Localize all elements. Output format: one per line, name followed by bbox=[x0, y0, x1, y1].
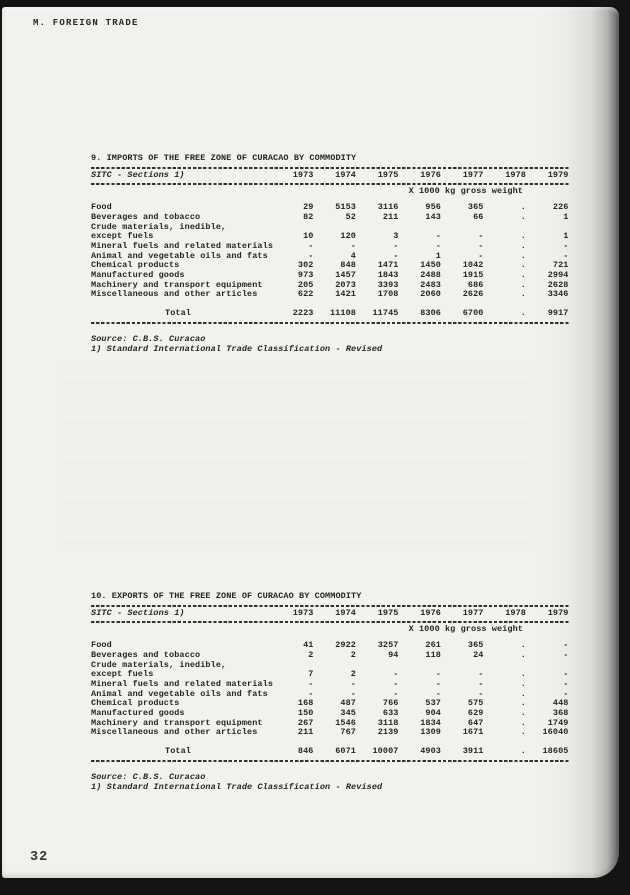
cell-value: 2994 bbox=[547, 270, 569, 281]
cell-value: 302 bbox=[297, 260, 314, 271]
cell-value: 1 bbox=[435, 250, 441, 261]
row-label: except fuels bbox=[91, 669, 154, 680]
cell-value: 3393 bbox=[377, 279, 399, 290]
cell-value: 24 bbox=[473, 649, 484, 660]
cell-value: 1708 bbox=[377, 289, 399, 300]
dashed-rule bbox=[91, 167, 569, 169]
cell-value: - bbox=[563, 640, 569, 651]
cell-value: 633 bbox=[382, 708, 399, 719]
cell-value: 973 bbox=[297, 270, 314, 281]
year-column-header: 1973 bbox=[292, 169, 314, 180]
row-label: Manufactured goods bbox=[91, 708, 185, 719]
cell-value: - bbox=[393, 669, 399, 680]
total-value: 10007 bbox=[372, 746, 399, 757]
cell-value: 1042 bbox=[462, 260, 484, 271]
cell-value: 345 bbox=[340, 708, 356, 719]
cell-value: 1546 bbox=[335, 717, 356, 728]
table-row bbox=[91, 728, 569, 738]
cell-value: . bbox=[520, 279, 526, 290]
cell-value: 766 bbox=[382, 698, 399, 709]
cell-value: 2 bbox=[350, 649, 356, 660]
unit-label: X 1000 kg gross weight bbox=[408, 624, 523, 635]
cell-value: - bbox=[435, 688, 441, 699]
table-body bbox=[91, 203, 569, 300]
year-column-header: 1978 bbox=[505, 169, 526, 180]
cell-value: 66 bbox=[473, 211, 484, 222]
total-value: 6071 bbox=[335, 746, 356, 757]
cell-value bbox=[441, 223, 484, 233]
cell-value: 4 bbox=[350, 250, 356, 261]
cell-value: 2073 bbox=[335, 279, 356, 290]
cell-value: 2626 bbox=[462, 289, 484, 300]
footnote: 1) Standard International Trade Classification - Revised bbox=[91, 343, 383, 354]
cell-value: 904 bbox=[425, 708, 441, 719]
cell-value bbox=[356, 661, 399, 671]
cell-value bbox=[399, 661, 442, 671]
year-column-header: 1976 bbox=[420, 169, 441, 180]
cell-value: 448 bbox=[552, 698, 569, 709]
cell-value bbox=[441, 661, 484, 671]
cell-value: - bbox=[478, 240, 484, 251]
total-value: 11108 bbox=[329, 308, 356, 319]
cell-value bbox=[484, 661, 527, 671]
cell-value: 1 bbox=[563, 231, 569, 242]
footnote: 1) Standard International Trade Classification - Revised bbox=[91, 781, 383, 792]
row-label: Food bbox=[91, 640, 112, 651]
row-label: Chemical products bbox=[91, 698, 180, 709]
total-row bbox=[91, 309, 569, 319]
cell-value: . bbox=[520, 270, 526, 281]
cell-value: - bbox=[563, 688, 569, 699]
cell-value: 629 bbox=[467, 708, 484, 719]
table-row bbox=[91, 661, 569, 671]
cell-value: 143 bbox=[425, 211, 441, 222]
cell-value: 2488 bbox=[420, 270, 441, 281]
year-column-header: 1977 bbox=[462, 169, 484, 180]
total-value: 9917 bbox=[547, 308, 569, 319]
cell-value: 487 bbox=[340, 698, 356, 709]
cell-value: - bbox=[350, 240, 356, 251]
cell-value: - bbox=[308, 688, 314, 699]
cell-value: 2628 bbox=[547, 279, 569, 290]
cell-value: - bbox=[478, 688, 484, 699]
cell-value: 3118 bbox=[377, 717, 399, 728]
row-label: Crude materials, inedible, bbox=[91, 659, 227, 670]
cell-value: . bbox=[520, 231, 526, 242]
cell-value: - bbox=[563, 250, 569, 261]
total-value: . bbox=[520, 308, 526, 319]
row-label: Beverages and tobacco bbox=[91, 649, 201, 660]
row-label: Crude materials, inedible, bbox=[91, 221, 227, 232]
cell-value: 3 bbox=[393, 231, 399, 242]
cell-value: 686 bbox=[467, 279, 484, 290]
year-column-header: 1977 bbox=[462, 607, 484, 618]
cell-value: 2 bbox=[350, 669, 356, 680]
reverse-side-bleed-through bbox=[62, 362, 532, 552]
cell-value: 1450 bbox=[420, 260, 441, 271]
table-row bbox=[91, 290, 569, 300]
cell-value bbox=[356, 223, 399, 233]
page-title: M. FOREIGN TRADE bbox=[33, 18, 139, 28]
cell-value: 261 bbox=[425, 640, 441, 651]
cell-value: 1421 bbox=[335, 289, 356, 300]
table-title: 9. IMPORTS OF THE FREE ZONE OF CURACAO BY COMMODITY bbox=[91, 153, 357, 163]
row-label: Manufactured goods bbox=[91, 270, 185, 281]
imports-table bbox=[91, 154, 569, 354]
year-column-header: 1976 bbox=[420, 607, 441, 618]
row-label: Mineral fuels and related materials bbox=[91, 240, 274, 251]
cell-value: . bbox=[520, 669, 526, 680]
row-label: Machinery and transport equipment bbox=[91, 717, 263, 728]
cell-value: 368 bbox=[552, 708, 569, 719]
cell-value: - bbox=[478, 669, 484, 680]
total-value: 4903 bbox=[420, 746, 441, 757]
cell-value: . bbox=[520, 640, 526, 651]
cell-value: 3116 bbox=[377, 202, 399, 213]
year-column-header: 1973 bbox=[292, 607, 314, 618]
cell-value: . bbox=[520, 202, 526, 213]
cell-value: - bbox=[393, 240, 399, 251]
row-label: Food bbox=[91, 202, 112, 213]
cell-value: 1834 bbox=[420, 717, 441, 728]
source-note: Source: C.B.S. Curacao bbox=[91, 333, 206, 344]
dashed-rule bbox=[91, 621, 569, 623]
total-label: Total bbox=[165, 308, 192, 319]
cell-value: 205 bbox=[297, 279, 314, 290]
cell-value: - bbox=[435, 678, 441, 689]
total-row bbox=[91, 747, 569, 757]
cell-value: 94 bbox=[388, 649, 399, 660]
exports-table bbox=[91, 592, 569, 792]
cell-value: 1457 bbox=[335, 270, 356, 281]
cell-value: - bbox=[350, 678, 356, 689]
scanned-page bbox=[2, 7, 619, 878]
cell-value: - bbox=[563, 678, 569, 689]
table-header-row bbox=[91, 171, 569, 181]
cell-value: 1 bbox=[563, 211, 569, 222]
dashed-rule bbox=[91, 760, 569, 762]
year-column-header: 1978 bbox=[505, 607, 526, 618]
cell-value: 118 bbox=[425, 649, 441, 660]
year-column-header: 1974 bbox=[335, 607, 356, 618]
cell-value: 7 bbox=[308, 669, 314, 680]
cell-value: 2483 bbox=[420, 279, 441, 290]
cell-value: 1309 bbox=[420, 727, 441, 738]
cell-value: 226 bbox=[552, 202, 569, 213]
cell-value: . bbox=[520, 211, 526, 222]
cell-value: 29 bbox=[303, 202, 314, 213]
cell-value: 2 bbox=[308, 649, 314, 660]
column-header: SITC - Sections 1) bbox=[91, 607, 185, 618]
dashed-rule bbox=[91, 605, 569, 607]
cell-value: . bbox=[520, 717, 526, 728]
cell-value: - bbox=[563, 240, 569, 251]
cell-value: 1749 bbox=[547, 717, 569, 728]
year-column-header: 1979 bbox=[547, 607, 569, 618]
cell-value: 3257 bbox=[377, 640, 399, 651]
cell-value: - bbox=[435, 231, 441, 242]
cell-value: . bbox=[520, 698, 526, 709]
total-value: 18605 bbox=[542, 746, 569, 757]
cell-value: 575 bbox=[467, 698, 484, 709]
cell-value: 2139 bbox=[377, 727, 399, 738]
cell-value: 1843 bbox=[377, 270, 399, 281]
cell-value: - bbox=[563, 649, 569, 660]
cell-value: - bbox=[478, 250, 484, 261]
row-label: Animal and vegetable oils and fats bbox=[91, 250, 268, 261]
year-column-header: 1975 bbox=[377, 169, 399, 180]
cell-value: 1671 bbox=[462, 727, 484, 738]
cell-value bbox=[314, 661, 357, 671]
cell-value: 537 bbox=[425, 698, 441, 709]
total-value: 2223 bbox=[292, 308, 314, 319]
cell-value: 2922 bbox=[335, 640, 356, 651]
total-label: Total bbox=[165, 746, 192, 757]
cell-value: - bbox=[393, 250, 399, 261]
row-label: Machinery and transport equipment bbox=[91, 279, 263, 290]
cell-value: 5153 bbox=[335, 202, 356, 213]
cell-value: 168 bbox=[297, 698, 314, 709]
cell-value: 267 bbox=[297, 717, 314, 728]
cell-value bbox=[526, 223, 569, 233]
table-header-row bbox=[91, 609, 569, 619]
cell-value: 2060 bbox=[420, 289, 441, 300]
cell-value: . bbox=[520, 678, 526, 689]
cell-value: 3346 bbox=[547, 289, 569, 300]
cell-value: . bbox=[520, 727, 526, 738]
cell-value: . bbox=[520, 649, 526, 660]
cell-value: . bbox=[520, 240, 526, 251]
year-column-header: 1979 bbox=[547, 169, 569, 180]
unit-label: X 1000 kg gross weight bbox=[408, 186, 523, 197]
year-column-header: 1975 bbox=[377, 607, 399, 618]
cell-value: 16040 bbox=[542, 727, 569, 738]
total-value: . bbox=[520, 746, 526, 757]
cell-value bbox=[484, 223, 527, 233]
cell-value: . bbox=[520, 708, 526, 719]
cell-value: 150 bbox=[297, 708, 314, 719]
cell-value: - bbox=[393, 688, 399, 699]
cell-value: 41 bbox=[303, 640, 314, 651]
cell-value: 767 bbox=[340, 727, 356, 738]
row-label: except fuels bbox=[91, 231, 154, 242]
cell-value: 120 bbox=[340, 231, 356, 242]
cell-value: - bbox=[478, 678, 484, 689]
row-label: Chemical products bbox=[91, 260, 180, 271]
row-label: Mineral fuels and related materials bbox=[91, 678, 274, 689]
total-value: 8306 bbox=[420, 308, 441, 319]
cell-value: - bbox=[478, 231, 484, 242]
row-label: Animal and vegetable oils and fats bbox=[91, 688, 268, 699]
year-column-header: 1974 bbox=[335, 169, 356, 180]
cell-value bbox=[271, 661, 314, 671]
row-label: Beverages and tobacco bbox=[91, 211, 201, 222]
cell-value: . bbox=[520, 688, 526, 699]
cell-value: 1915 bbox=[462, 270, 484, 281]
table-row bbox=[91, 223, 569, 233]
cell-value: - bbox=[308, 240, 314, 251]
cell-value: . bbox=[520, 250, 526, 261]
dashed-rule bbox=[91, 183, 569, 185]
row-label: Miscellaneous and other articles bbox=[91, 289, 258, 300]
dashed-rule bbox=[91, 322, 569, 324]
cell-value: 848 bbox=[340, 260, 356, 271]
cell-value: 365 bbox=[467, 202, 484, 213]
cell-value bbox=[526, 661, 569, 671]
cell-value: 721 bbox=[552, 260, 569, 271]
cell-value: 52 bbox=[345, 211, 356, 222]
cell-value: - bbox=[563, 669, 569, 680]
cell-value: - bbox=[350, 688, 356, 699]
cell-value: 211 bbox=[382, 211, 399, 222]
cell-value: 1471 bbox=[377, 260, 399, 271]
cell-value: 10 bbox=[303, 231, 314, 242]
total-value: 6700 bbox=[462, 308, 484, 319]
cell-value: . bbox=[520, 289, 526, 300]
cell-value: 82 bbox=[303, 211, 314, 222]
page-number: 32 bbox=[30, 850, 49, 865]
cell-value: - bbox=[435, 669, 441, 680]
table-body bbox=[91, 641, 569, 738]
cell-value: - bbox=[393, 678, 399, 689]
total-value: 846 bbox=[297, 746, 314, 757]
total-value: 3911 bbox=[462, 746, 484, 757]
cell-value: - bbox=[308, 250, 314, 261]
row-label: Miscellaneous and other articles bbox=[91, 727, 258, 738]
cell-value: - bbox=[435, 240, 441, 251]
cell-value: - bbox=[308, 678, 314, 689]
column-header: SITC - Sections 1) bbox=[91, 169, 185, 180]
total-value: 11745 bbox=[372, 308, 399, 319]
cell-value: . bbox=[520, 260, 526, 271]
table-title: 10. EXPORTS OF THE FREE ZONE OF CURACAO BY COMMODITY bbox=[91, 591, 362, 601]
cell-value: 365 bbox=[467, 640, 484, 651]
cell-value: 647 bbox=[467, 717, 484, 728]
cell-value bbox=[399, 223, 442, 233]
cell-value: 956 bbox=[425, 202, 441, 213]
cell-value: 622 bbox=[297, 289, 314, 300]
cell-value: 211 bbox=[297, 727, 314, 738]
source-note: Source: C.B.S. Curacao bbox=[91, 771, 206, 782]
